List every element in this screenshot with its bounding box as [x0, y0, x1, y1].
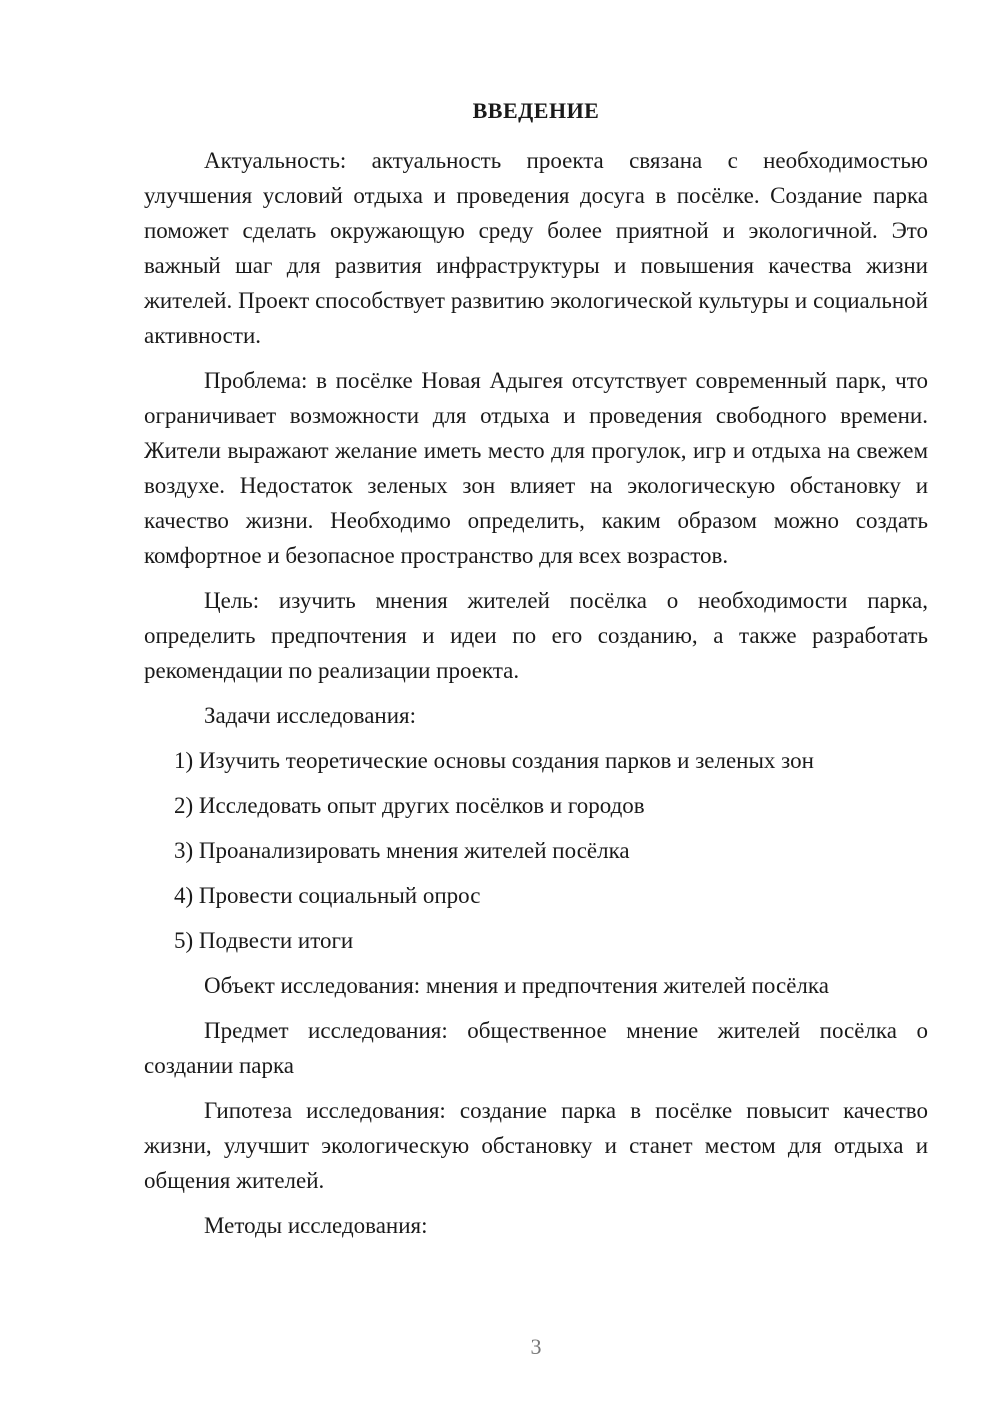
task-item: 3) Проанализировать мнения жителей посёлка: [174, 838, 630, 863]
paragraph-goal: Цель: изучить мнения жителей посёлка о необходимости парка, определить предпочтения и идеи по его созданию, а также разработать рекомендации по реализации проекта.: [144, 588, 928, 683]
paragraph-subject: Предмет исследования: общественное мнение жителей посёлка о создании парка: [144, 1018, 928, 1078]
paragraph-hypothesis: Гипотеза исследования: создание парка в посёлке повысит качество жизни, улучшит экологическую обстановку и станет местом для отдыха и общения жителей.: [144, 1098, 928, 1193]
tasks-title: Задачи исследования:: [204, 703, 417, 728]
task-item: 2) Исследовать опыт других посёлков и городов: [174, 793, 645, 818]
page-number: 3: [530, 1334, 542, 1359]
body-text: [144, 143, 928, 1253]
section-heading: ВВЕДЕНИЕ: [472, 98, 600, 123]
task-item: 1) Изучить теоретические основы создания парков и зеленых зон: [174, 748, 814, 773]
paragraph-problem: Проблема: в посёлке Новая Адыгея отсутствует современный парк, что ограничивает возможности для отдыха и проведения свободного времени. Жители выражают желание иметь место для прогулок, игр и отдыха на свежем воздухе. Недостаток зеленых зон влияет на экологическую обстановку и качество жизни. Необходимо определить, каким образом можно создать комфортное и безопасное пространство для всех возрастов.: [144, 368, 928, 568]
paragraph-object: Объект исследования: мнения и предпочтения жителей посёлка: [204, 973, 829, 998]
paragraph-relevance: Актуальность: актуальность проекта связана с необходимостью улучшения условий отдыха и проведения досуга в посёлке. Создание парка поможет сделать окружающую среду более приятной и экологичной. Это важный шаг для развития инфраструктуры и повышения качества жизни жителей. Проект способствует развитию экологической культуры и социальной активности.: [144, 148, 928, 348]
document-page: [144, 0, 928, 1414]
methods-title: Методы исследования:: [204, 1213, 428, 1238]
task-item: 4) Провести социальный опрос: [174, 883, 481, 908]
task-item: 5) Подвести итоги: [174, 928, 354, 953]
